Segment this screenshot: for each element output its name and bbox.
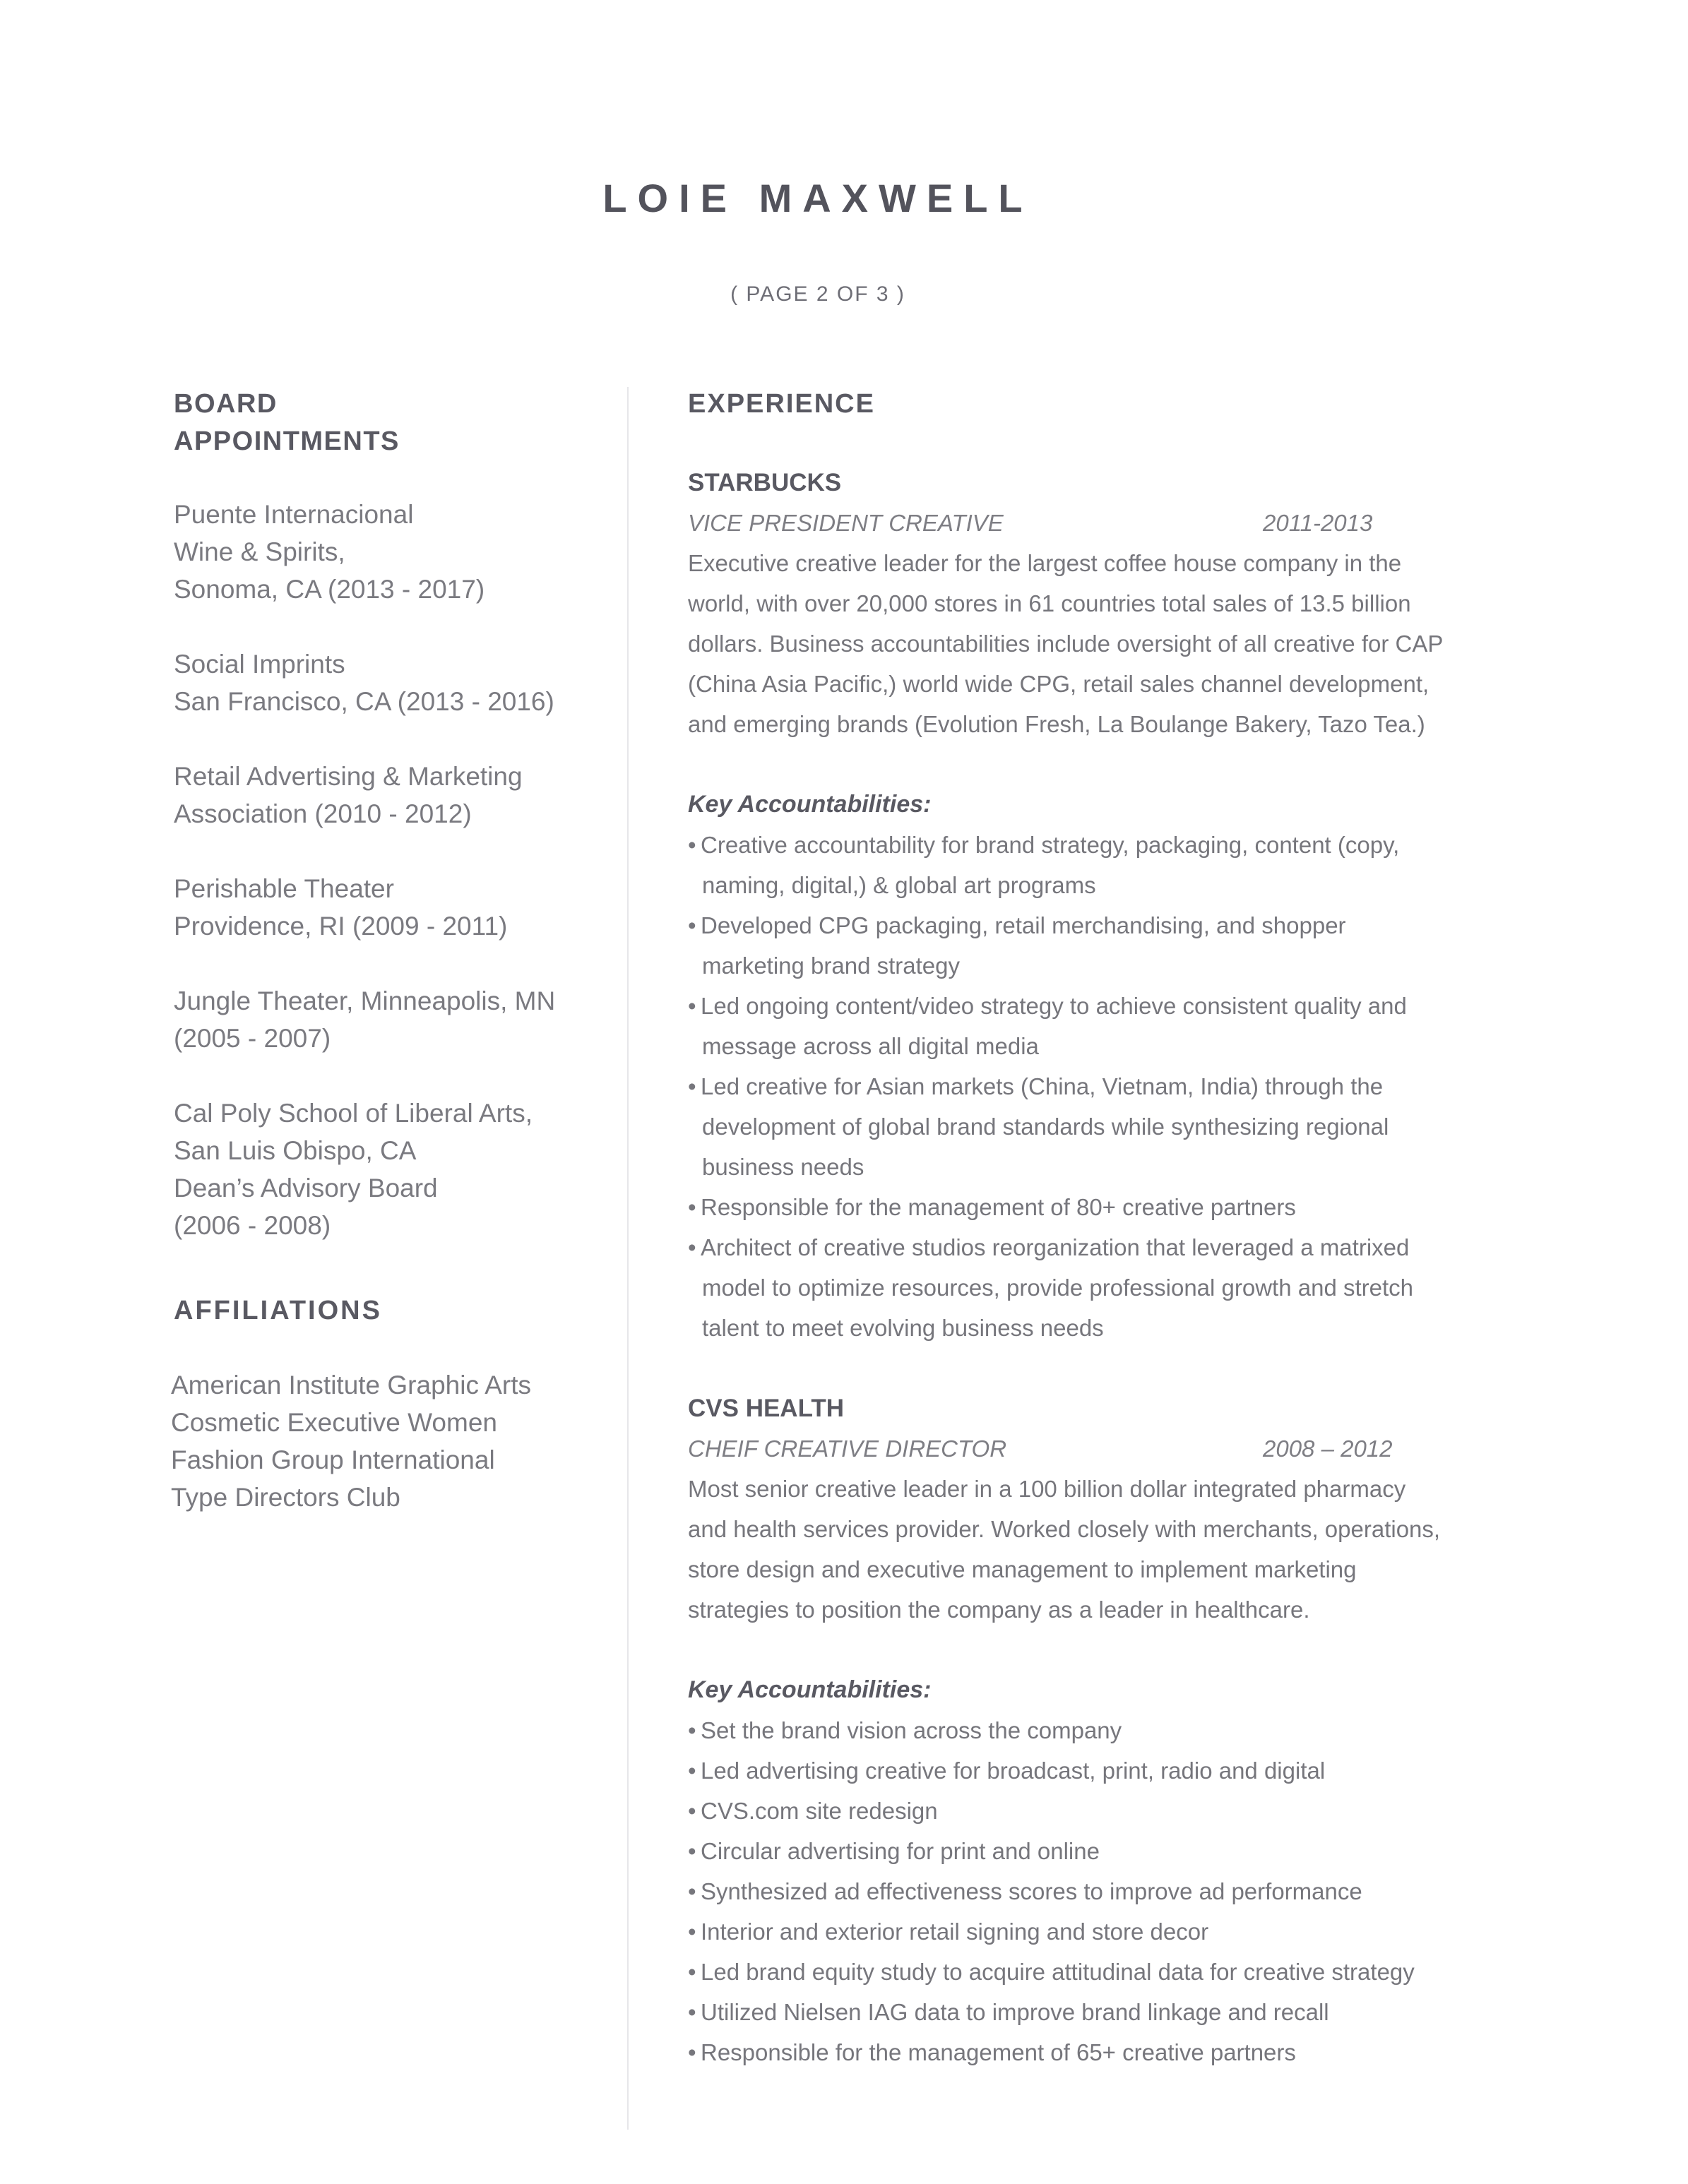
company-name: STARBUCKS bbox=[688, 469, 842, 496]
list-item: • Interior and exterior retail signing and store decor bbox=[688, 1911, 1465, 1952]
bullet-icon: • bbox=[688, 1073, 696, 1099]
job-title: CHEIF CREATIVE DIRECTOR bbox=[688, 1436, 1007, 1462]
board-item: Retail Advertising & Marketing Association (2010 - 2012) bbox=[174, 762, 523, 828]
bullet-icon: • bbox=[688, 2039, 696, 2065]
list-item: • Circular advertising for print and online bbox=[688, 1831, 1465, 1871]
list-item: • Responsible for the management of 65+ creative partners bbox=[688, 2032, 1465, 2072]
bullet-icon: • bbox=[688, 1717, 696, 1743]
list-item: • Led brand equity study to acquire attitudinal data for creative strategy bbox=[688, 1952, 1465, 1992]
key-accountabilities-heading: Key Accountabilities: bbox=[688, 791, 932, 818]
affiliation-item: Cosmetic Executive Women bbox=[171, 1408, 497, 1437]
job-description: Executive creative leader for the largest coffee house company in the world, with over 20,000 stores in 61 countries total sales of 13.5 billion dollars. Business accountabilities include oversight of all creative for CAP (China Asia Pacific,) world wide CPG, retail sales channel development, and emerging brands (Evolution Fresh, La Boulange Bakery, Tazo Tea.) bbox=[688, 550, 1444, 737]
affiliation-item: American Institute Graphic Arts bbox=[171, 1371, 531, 1400]
column-divider bbox=[627, 387, 629, 2130]
job-years: 2011-2013 bbox=[1263, 510, 1373, 536]
bullet-icon: • bbox=[688, 1919, 696, 1945]
board-item: Puente Internacional Wine & Spirits, Sonoma, CA (2013 - 2017) bbox=[174, 500, 485, 604]
list-item: • Led ongoing content/video strategy to achieve consistent quality and message across all digital media bbox=[688, 986, 1465, 1066]
list-item: • Led creative for Asian markets (China, Vietnam, India) through the development of global brand standards while synthesizing regional business needs bbox=[688, 1066, 1465, 1187]
affiliation-item: Fashion Group International bbox=[171, 1445, 495, 1474]
job-title: VICE PRESIDENT CREATIVE bbox=[688, 510, 1004, 536]
list-item: • Developed CPG packaging, retail merchandising, and shopper marketing brand strategy bbox=[688, 905, 1465, 986]
board-appointments-heading: BOARD APPOINTMENTS bbox=[174, 389, 400, 456]
accountabilities-list bbox=[688, 1710, 1465, 2072]
bullet-icon: • bbox=[688, 912, 696, 938]
page-indicator: ( PAGE 2 OF 3 ) bbox=[730, 282, 905, 306]
job-description: Most senior creative leader in a 100 billion dollar integrated pharmacy and health services provider. Worked closely with merchants, operations, store design and executive management to implement marketing strategies to position the company as a leader in healthcare. bbox=[688, 1476, 1441, 1623]
list-item: • Responsible for the management of 80+ creative partners bbox=[688, 1187, 1465, 1227]
board-item: Jungle Theater, Minneapolis, MN (2005 - 2007) bbox=[174, 986, 556, 1053]
bullet-icon: • bbox=[688, 832, 696, 858]
list-item: • Led advertising creative for broadcast, print, radio and digital bbox=[688, 1750, 1465, 1791]
left-column bbox=[171, 386, 598, 1516]
role-row bbox=[688, 1428, 1465, 1469]
board-item: Cal Poly School of Liberal Arts, San Luis Obispo, CA Dean’s Advisory Board (2006 - 2008) bbox=[174, 1099, 533, 1240]
board-item: Perishable Theater Providence, RI (2009 - 2011) bbox=[174, 874, 508, 941]
job-years: 2008 – 2012 bbox=[1263, 1436, 1393, 1462]
board-appointments-list bbox=[174, 496, 598, 1244]
list-item: • Creative accountability for brand strategy, packaging, content (copy, naming, digital,) & global art programs bbox=[688, 825, 1465, 905]
list-item: • Utilized Nielsen IAG data to improve brand linkage and recall bbox=[688, 1992, 1465, 2032]
board-item: Social Imprints San Francisco, CA (2013 - 2016) bbox=[174, 650, 554, 716]
bullet-icon: • bbox=[688, 1798, 696, 1824]
bullet-icon: • bbox=[688, 1878, 696, 1904]
bullet-icon: • bbox=[688, 1234, 696, 1260]
list-item: • Architect of creative studios reorganization that leveraged a matrixed model to optimize resources, provide professional growth and stretch talent to meet evolving business needs bbox=[688, 1227, 1465, 1348]
bullet-icon: • bbox=[688, 1194, 696, 1220]
resume-name: LOIE MAXWELL bbox=[602, 176, 1033, 220]
right-column bbox=[688, 386, 1465, 2072]
affiliations-list bbox=[171, 1366, 598, 1516]
accountabilities-list bbox=[688, 825, 1465, 1348]
bullet-icon: • bbox=[688, 1758, 696, 1784]
bullet-icon: • bbox=[688, 1959, 696, 1985]
list-item: • Synthesized ad effectiveness scores to improve ad performance bbox=[688, 1871, 1465, 1911]
experience-heading: EXPERIENCE bbox=[688, 389, 875, 419]
list-item: • Set the brand vision across the company bbox=[688, 1710, 1465, 1750]
key-accountabilities-heading: Key Accountabilities: bbox=[688, 1676, 932, 1703]
company-name: CVS HEALTH bbox=[688, 1395, 845, 1422]
bullet-icon: • bbox=[688, 1838, 696, 1864]
affiliation-item: Type Directors Club bbox=[171, 1483, 400, 1512]
bullet-icon: • bbox=[688, 993, 696, 1019]
affiliations-heading: AFFILIATIONS bbox=[174, 1296, 382, 1325]
role-row bbox=[688, 503, 1465, 543]
list-item: • CVS.com site redesign bbox=[688, 1791, 1465, 1831]
bullet-icon: • bbox=[688, 1999, 696, 2025]
